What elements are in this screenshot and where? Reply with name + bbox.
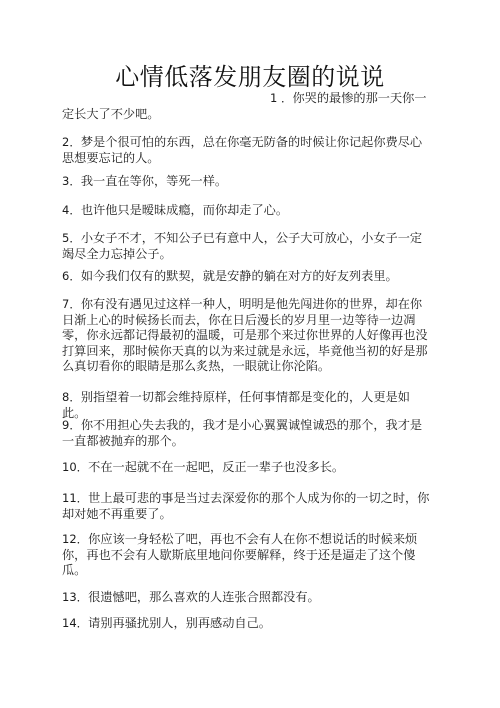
- item-number: 7．: [62, 297, 81, 311]
- item-text: 你哭的最惨的那一天你一定长大了不少吧。: [62, 91, 427, 121]
- item-number: 3．: [62, 174, 81, 188]
- list-item-12: [62, 532, 434, 579]
- document-title: 心情低落发朋友圈的说说: [115, 63, 385, 91]
- item-number: 12．: [62, 532, 89, 546]
- item-text: 如今我们仅有的默契，就是安静的躺在对方的好友列表里。: [80, 269, 398, 283]
- item-number: 11．: [62, 491, 89, 505]
- item-number: 14．: [62, 616, 89, 630]
- item-number: 8．: [62, 390, 81, 404]
- item-number: 4．: [62, 203, 81, 217]
- item-text: 很遗憾吧，那么喜欢的人连张合照都没有。: [88, 590, 320, 604]
- item-text: 别指望着一切都会维持原样，任何事情都是变化的，人更是如此。: [62, 390, 410, 420]
- list-item-7: [62, 297, 434, 375]
- item-text: 请别再骚扰别人，别再感动自己。: [88, 616, 271, 630]
- list-item-13: [62, 590, 434, 606]
- list-item-9: [62, 418, 434, 449]
- item-text: 世上最可悲的事是当过去深爱你的那个人成为你的一切之时，你却对她不再重要了。: [62, 491, 430, 521]
- item-number: 9．: [62, 418, 81, 432]
- list-item-5: [62, 231, 434, 262]
- list-item-6: [62, 269, 434, 285]
- list-item-14: [62, 616, 434, 632]
- item-number: 2．: [62, 135, 81, 149]
- item-text: 你有没有遇见过这样一种人，明明是他先闯进你的世界，却在你日渐上心的时候扬长而去，你在日后漫长的岁月里一边等待一边凋零，你永远都记得最初的温暖，可是那个来过你世界的人好像再也没打算回来，那时候你天真的以为来过就是永远，毕竟他当初的好是那么真切看你的眼睛是那么炙热，一眼就让你沦陷。: [62, 297, 428, 373]
- item-text: 不在一起就不在一起吧，反正一辈子也没多长。: [88, 460, 345, 474]
- item-number: 5．: [62, 231, 81, 245]
- item-text: 你应该一身轻松了吧，再也不会有人在你不想说话的时候来烦你，再也不会有人歇斯底里地问你要解释，终于还是逼走了这个傻瓜。: [62, 532, 418, 577]
- item-text: 也许他只是暧昧成瘾，而你却走了心。: [80, 203, 289, 217]
- list-item-10: [62, 460, 434, 476]
- item-number: 1 ．: [270, 91, 293, 105]
- list-item-4: [62, 203, 434, 219]
- list-item-3: [62, 174, 434, 190]
- item-text: 小女子不才，不知公子已有意中人，公子大可放心，小女子一定竭尽全力忘掉公子。: [62, 231, 423, 261]
- item-text: 你不用担心失去我的，我才是小心翼翼诚惶诚恐的那个，我才是一直都被抛弃的那个。: [62, 418, 423, 448]
- item-number: 10．: [62, 460, 89, 474]
- list-item-11: [62, 491, 434, 522]
- list-item-8: [62, 390, 434, 421]
- list-item-2: [62, 135, 434, 166]
- item-number: 13．: [62, 590, 89, 604]
- item-text: 我一直在等你，等死一样。: [80, 174, 228, 188]
- item-text: 梦是个很可怕的东西，总在你毫无防备的时候让你记起你费尽心思想要忘记的人。: [62, 135, 423, 165]
- list-item-1: [62, 91, 434, 122]
- item-number: 6．: [62, 269, 81, 283]
